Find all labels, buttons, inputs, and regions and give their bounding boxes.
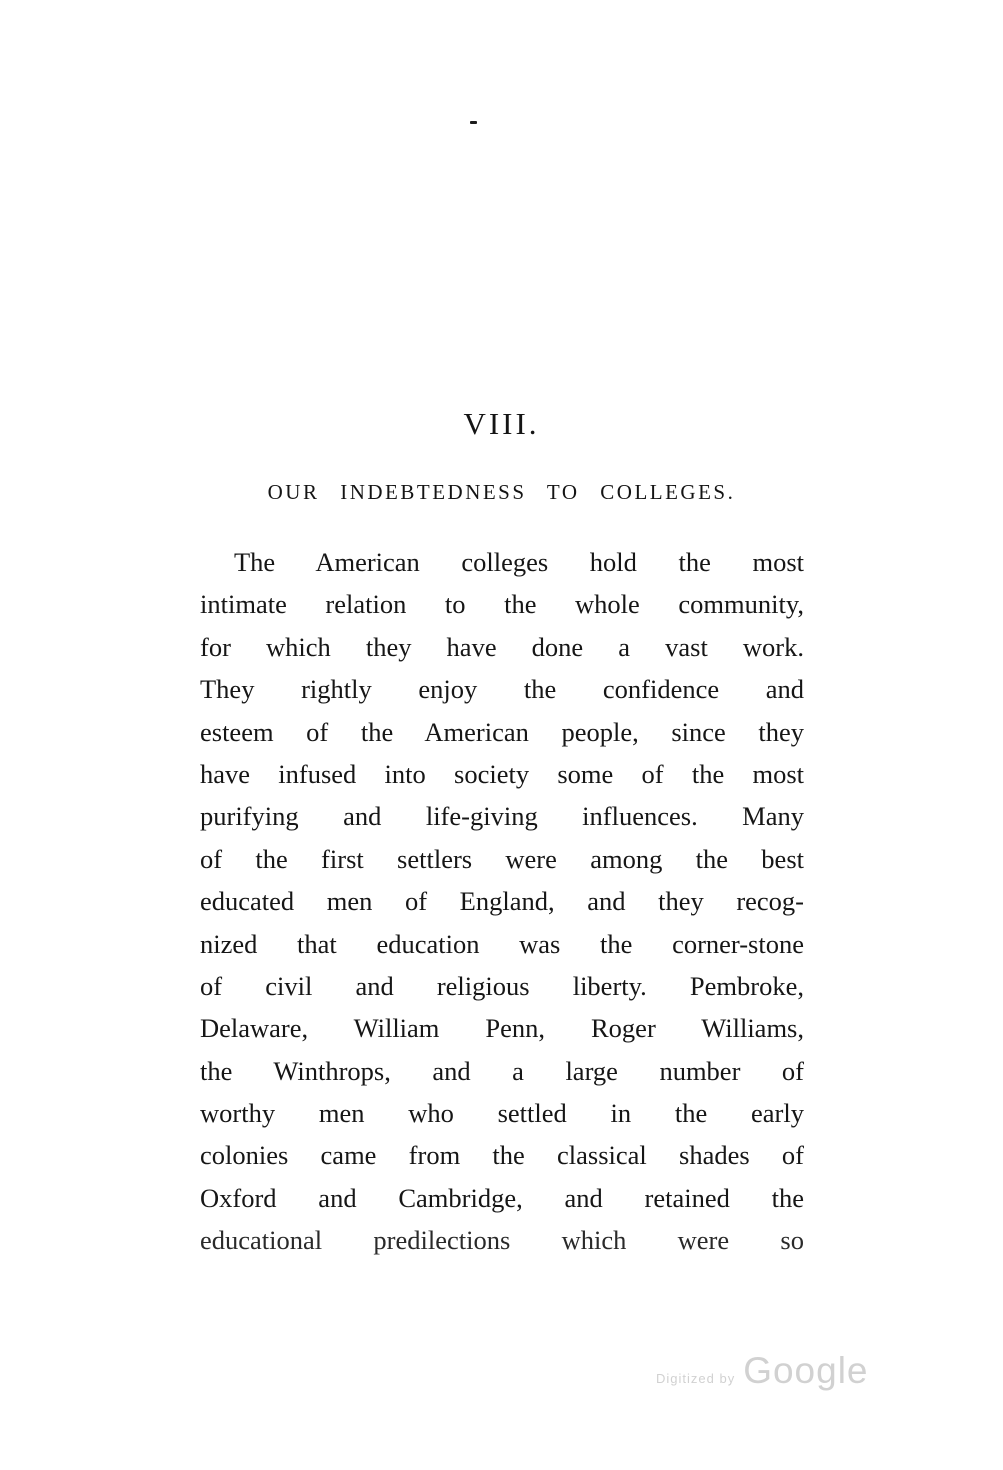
scan-artifact-dash <box>470 121 477 124</box>
body-line: They rightly enjoy the confidence and <box>200 674 804 705</box>
body-line: the Winthrops, and a large number of <box>200 1055 804 1086</box>
body-line: colonies came from the classical shades of <box>200 1140 804 1171</box>
body-line: educational predilections which were so <box>200 1225 804 1256</box>
body-line: The American colleges hold the most <box>234 547 804 577</box>
chapter-title: OUR INDEBTEDNESS TO COLLEGES. <box>267 480 736 504</box>
chapter-number: VIII. <box>463 406 540 441</box>
body-line: nized that education was the corner-stone <box>200 928 804 959</box>
body-line: for which they have done a vast work. <box>200 631 804 662</box>
watermark-prefix-label: Digitized by <box>656 1371 736 1386</box>
body-line: Delaware, William Penn, Roger Williams, <box>200 1013 804 1044</box>
digitized-by-google-watermark <box>656 1350 869 1392</box>
body-line: of civil and religious liberty. Pembroke, <box>200 970 804 1001</box>
body-line: esteem of the American people, since they <box>200 716 804 747</box>
body-line: educated men of England, and they recog- <box>200 886 804 917</box>
body-line: of the first settlers were among the best <box>200 843 804 874</box>
body-line: purifying and life-giving influences. Many <box>200 801 804 832</box>
body-line: intimate relation to the whole community, <box>200 589 804 620</box>
body-text-block <box>200 541 804 1262</box>
body-line: worthy men who settled in the early <box>200 1098 804 1129</box>
body-line: have infused into society some of the most <box>200 758 804 789</box>
body-line: Oxford and Cambridge, and retained the <box>200 1182 804 1213</box>
google-logo: Google <box>743 1350 869 1391</box>
